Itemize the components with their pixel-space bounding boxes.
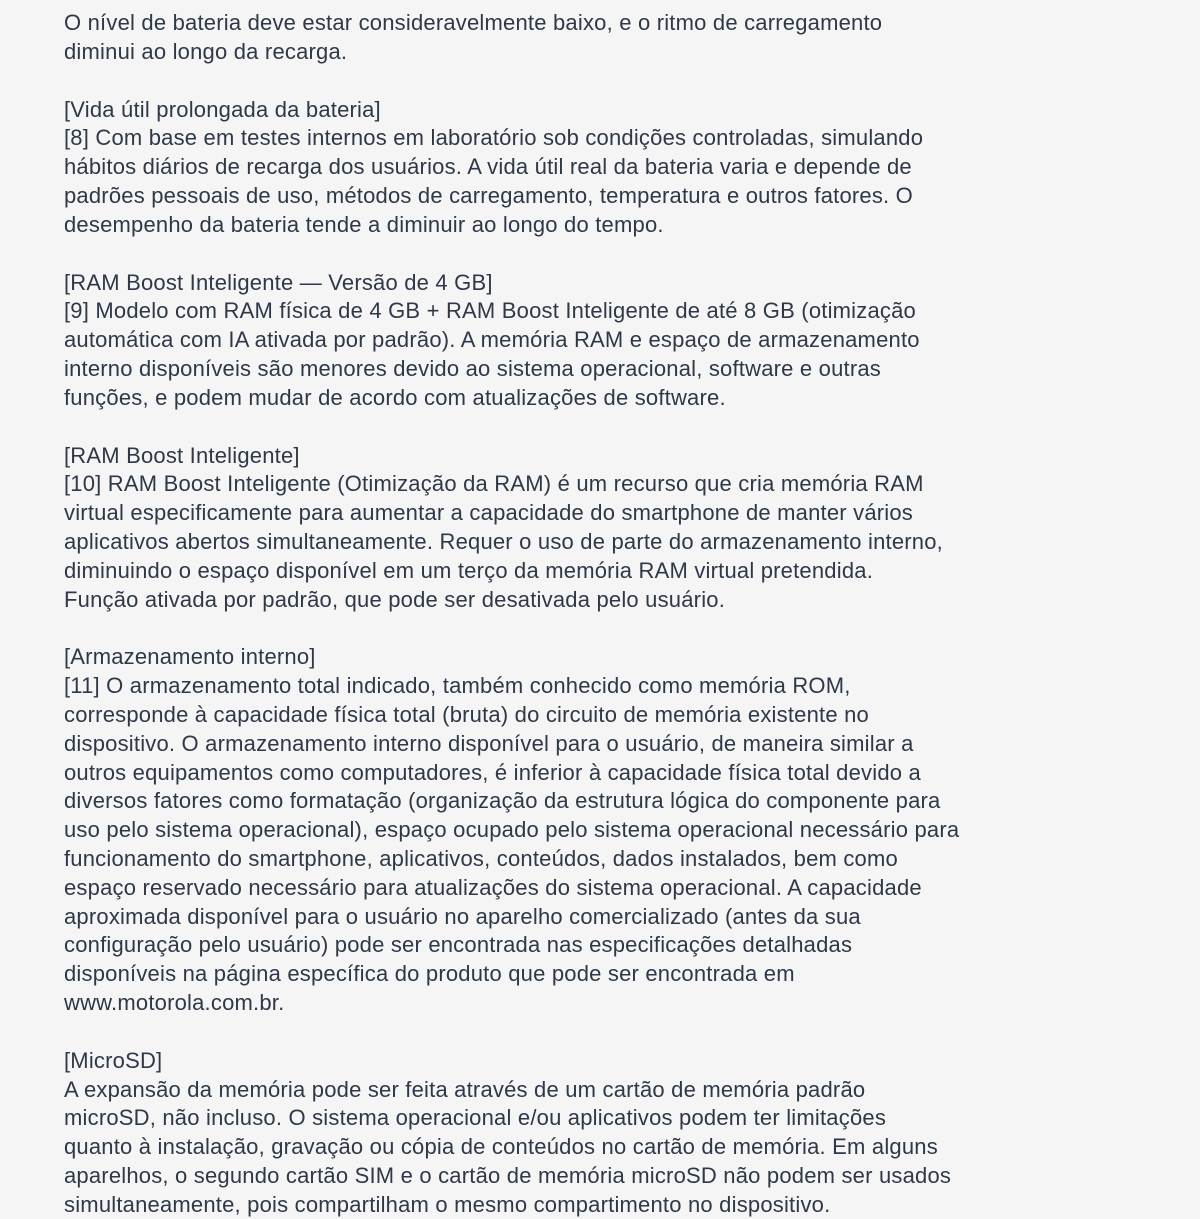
text-line: dispositivo. O armazenamento interno disponível para o usuário, de maneira similar a: [64, 730, 914, 756]
text-line: padrões pessoais de uso, métodos de carregamento, temperatura e outros fatores. O: [64, 182, 913, 208]
text-line: [MicroSD]: [64, 1047, 163, 1073]
text-line: [8] Com base em testes internos em laboratório sob condições controladas, simulando: [64, 125, 924, 151]
text-line: desempenho da bateria tende a diminuir ao longo do tempo.: [64, 211, 664, 237]
text-line: corresponde à capacidade física total (bruta) do circuito de memória existente no: [64, 701, 869, 727]
text-line: diminuindo o espaço disponível em um terço da memória RAM virtual pretendida.: [64, 557, 874, 583]
text-line: virtual especificamente para aumentar a capacidade do smartphone de manter vários: [64, 500, 913, 526]
paragraph-internal-storage: [64, 643, 1140, 1017]
text-line: [RAM Boost Inteligente — Versão de 4 GB]: [64, 269, 493, 295]
text-line: www.motorola.com.br.: [64, 989, 285, 1015]
text-line: espaço reservado necessário para atualizações do sistema operacional. A capacidade: [64, 874, 922, 900]
text-line: [10] RAM Boost Inteligente (Otimização da RAM) é um recurso que cria memória RAM: [64, 471, 924, 497]
text-line: simultaneamente, pois compartilham o mesmo compartimento no dispositivo.: [64, 1191, 831, 1217]
text-line: aproximada disponível para o usuário no aparelho comercializado (antes da sua: [64, 903, 861, 929]
text-line: [RAM Boost Inteligente]: [64, 442, 300, 468]
text-line: [9] Modelo com RAM física de 4 GB + RAM Boost Inteligente de até 8 GB (otimização: [64, 298, 916, 324]
text-line: [Vida útil prolongada da bateria]: [64, 96, 381, 122]
text-line: O nível de bateria deve estar consideravelmente baixo, e o ritmo de carregamento: [64, 10, 883, 35]
text-line: funcionamento do smartphone, aplicativos, conteúdos, dados instalados, bem como: [64, 845, 898, 871]
text-line: uso pelo sistema operacional), espaço ocupado pelo sistema operacional necessário para: [64, 817, 960, 843]
text-line: [11] O armazenamento total indicado, também conhecido como memória ROM,: [64, 673, 851, 699]
paragraph-microsd: [64, 1047, 1140, 1219]
paragraph-battery-extended-life: [64, 96, 1140, 240]
text-line: automática com IA ativada por padrão). A memória RAM e espaço de armazenamento: [64, 327, 920, 353]
disclaimer-body: [64, 9, 1140, 1219]
text-line: microSD, não incluso. O sistema operacional e/ou aplicativos podem ter limitações: [64, 1105, 887, 1131]
text-line: Função ativada por padrão, que pode ser desativada pelo usuário.: [64, 586, 726, 612]
paragraph-ram-boost: [64, 442, 1140, 615]
text-line: [Armazenamento interno]: [64, 644, 316, 670]
text-line: outros equipamentos como computadores, é inferior à capacidade física total devido a: [64, 759, 921, 785]
text-line: quanto à instalação, gravação ou cópia de conteúdos no cartão de memória. Em alguns: [64, 1134, 938, 1160]
text-line: aparelhos, o segundo cartão SIM e o cartão de memória microSD não podem ser usados: [64, 1162, 952, 1188]
text-line: interno disponíveis são menores devido ao sistema operacional, software e outras: [64, 355, 882, 381]
text-line: aplicativos abertos simultaneamente. Requer o uso de parte do armazenamento interno,: [64, 528, 943, 554]
text-line: diversos fatores como formatação (organização da estrutura lógica do componente para: [64, 788, 941, 814]
paragraph-ram-boost-4gb: [64, 269, 1140, 413]
text-line: A expansão da memória pode ser feita através de um cartão de memória padrão: [64, 1076, 866, 1102]
text-line: configuração pelo usuário) pode ser encontrada nas especificações detalhadas: [64, 932, 853, 958]
text-line: funções, e podem mudar de acordo com atualizações de software.: [64, 384, 726, 410]
text-line: hábitos diários de recarga dos usuários. A vida útil real da bateria varia e depende de: [64, 154, 912, 180]
text-line: diminui ao longo da recarga.: [64, 38, 348, 64]
text-line: disponíveis na página específica do produto que pode ser encontrada em: [64, 961, 795, 987]
paragraph-battery-charging-note: [64, 9, 1140, 67]
